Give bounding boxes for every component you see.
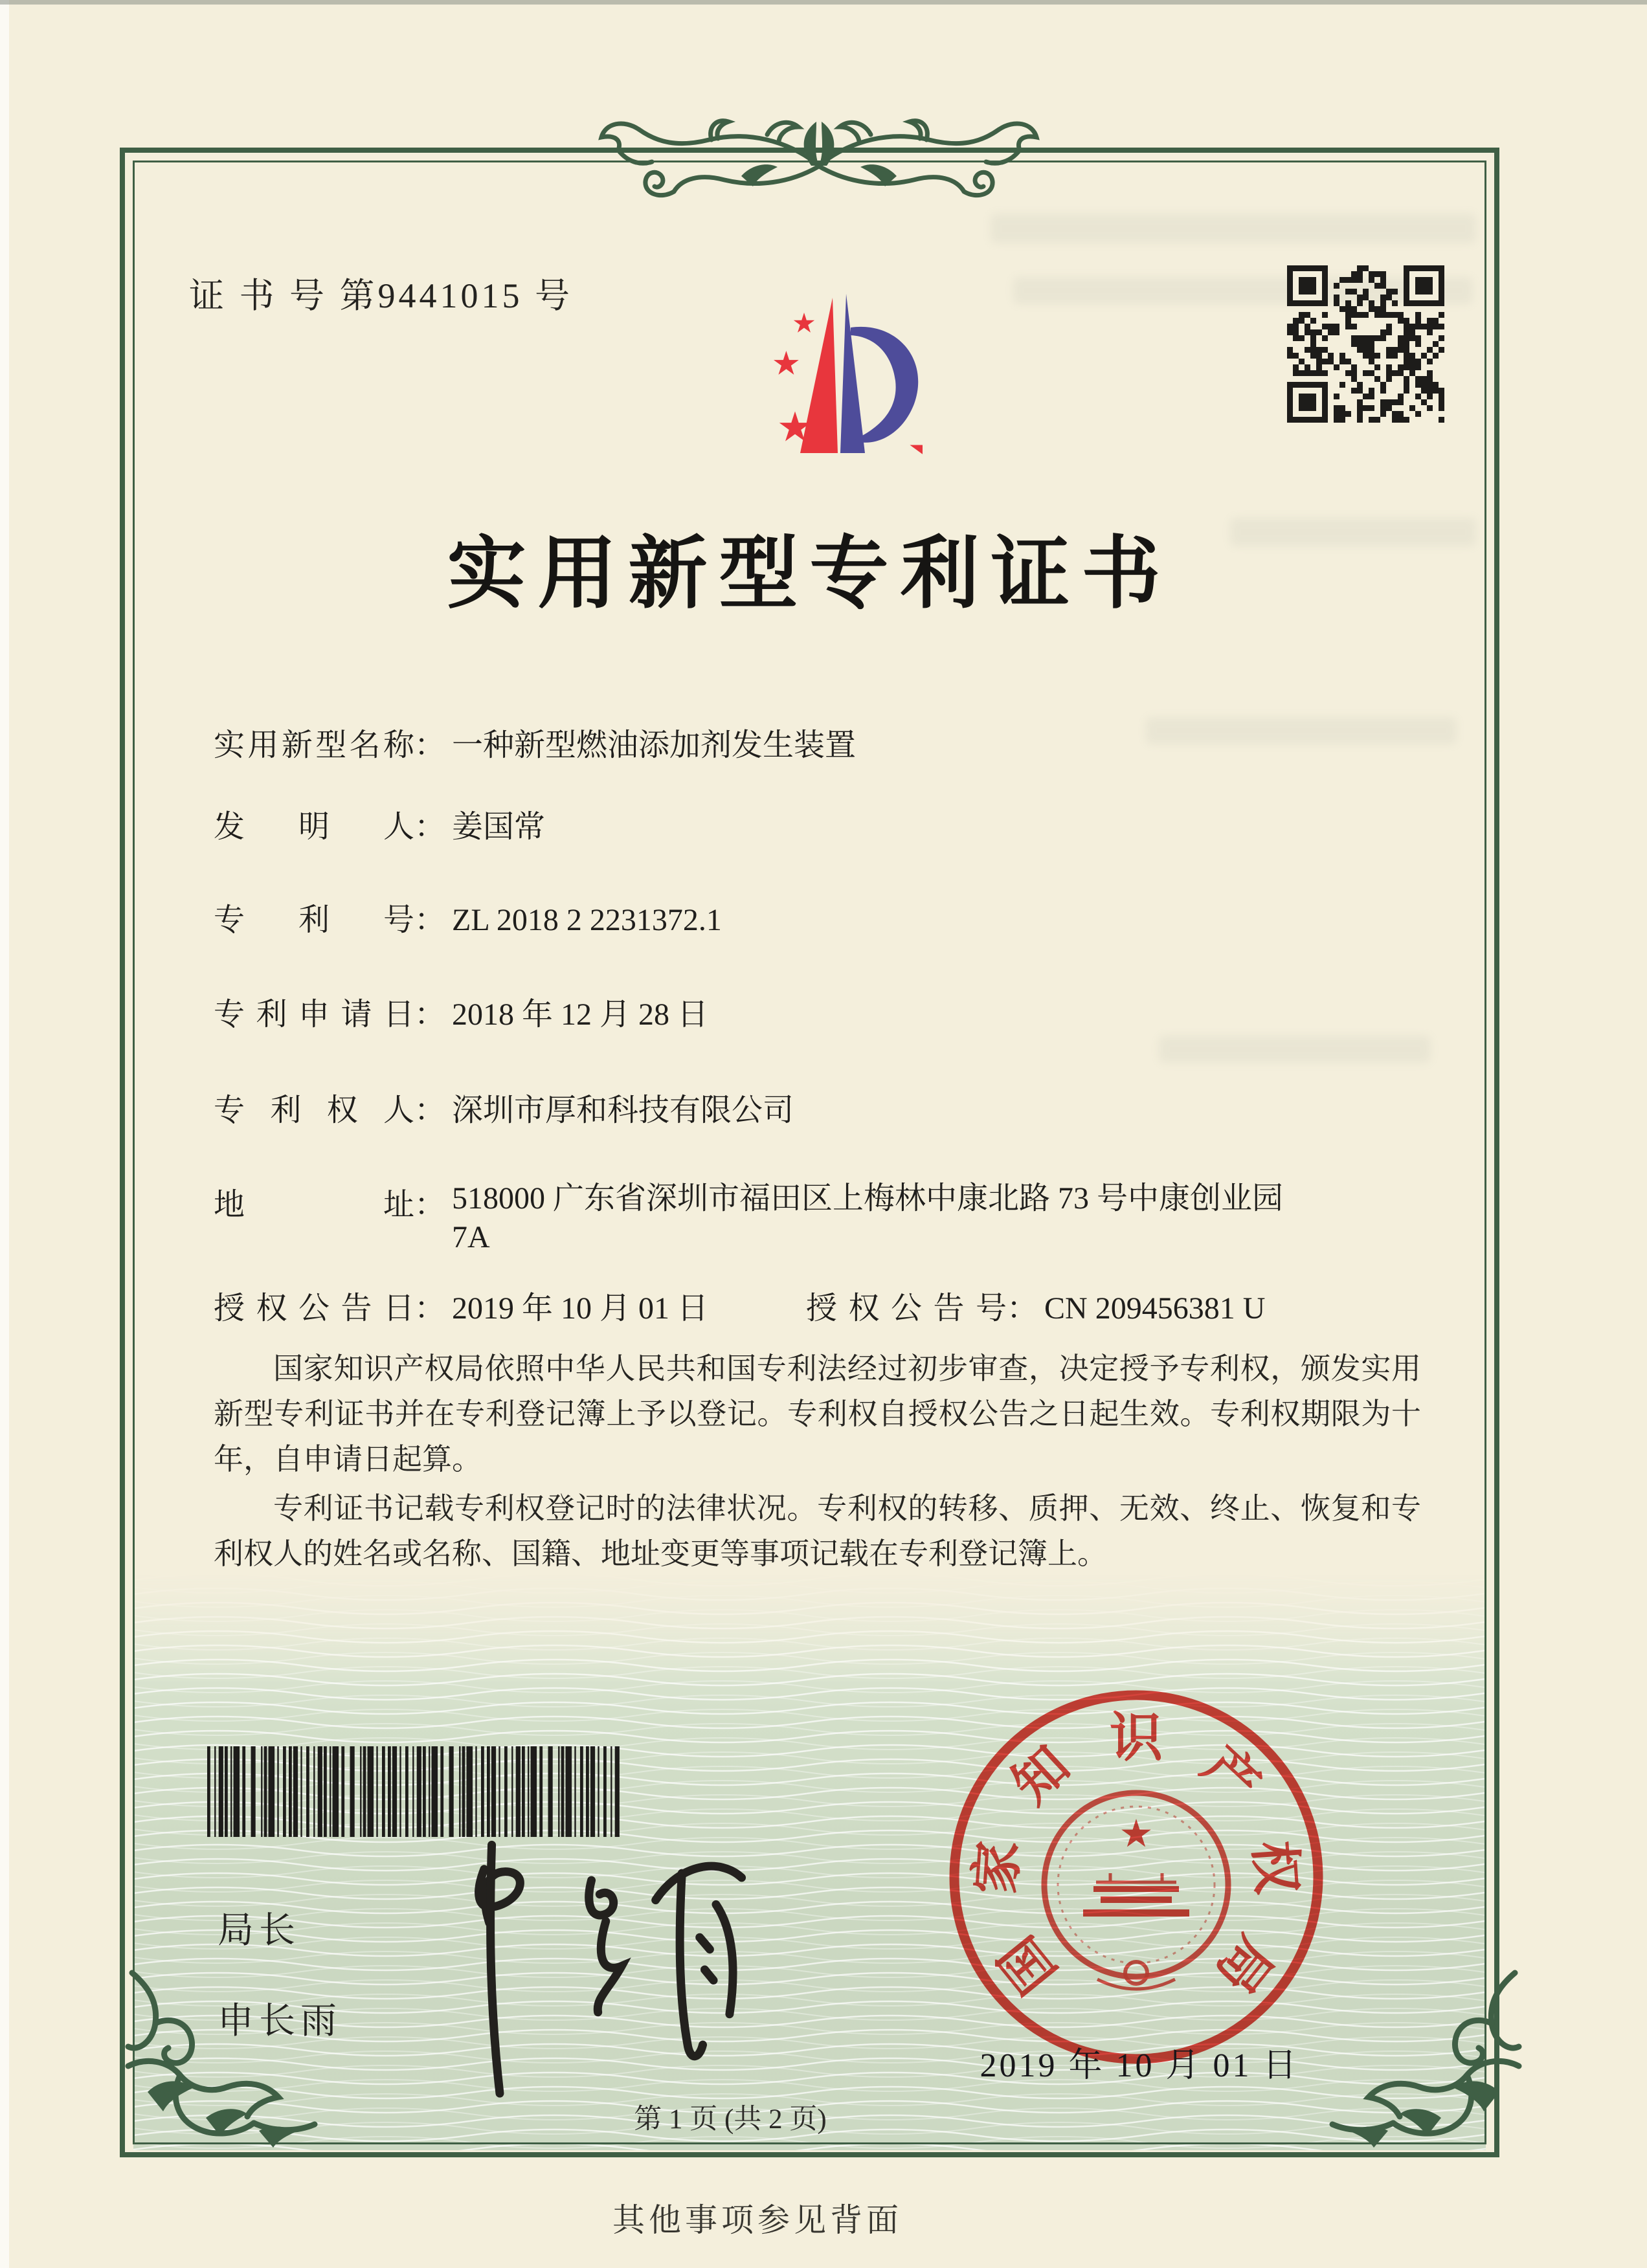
qr-code <box>1287 265 1444 423</box>
signature-icon <box>375 1798 775 2129</box>
seal-character: 家 <box>966 1838 1029 1896</box>
certificate-title: 实用新型专利证书 <box>447 531 1172 618</box>
official-seal-icon <box>942 1683 1330 2071</box>
field-label: 发明人 <box>214 810 414 844</box>
seal-date: 2019 年 10 月 01 日 <box>980 2047 1299 2084</box>
seal-character: 知 <box>1002 1735 1081 1816</box>
legal-paragraph-2: 专利证书记载专利权登记时的法律状况。专利权的转移、质押、无效、终止、恢复和专利权人的姓名或名称、国籍、地址变更等事项记载在专利登记簿上。 <box>214 1492 1421 1570</box>
field-label: 专利号 <box>214 903 414 937</box>
field-value: ZL 2018 2 2231372.1 <box>452 903 722 937</box>
field-value: 518000 广东省深圳市福田区上梅林中康北路 73 号中康创业园 7A <box>452 1181 1284 1254</box>
colon: ： <box>414 728 446 762</box>
field-row-name <box>214 720 856 760</box>
colon: ： <box>414 1093 446 1128</box>
colon: ： <box>414 903 446 937</box>
field-row-patentee <box>214 1085 794 1128</box>
legal-paragraph-1: 国家知识产权局依照中华人民共和国专利法经过初步审查，决定授予专利权，颁发实用新型专利证书并在专利登记簿上予以登记。专利权自授权公告之日起生效。专利权期限为十年，自申请日起算。 <box>214 1352 1421 1476</box>
seal-character: 权 <box>1244 1838 1306 1896</box>
field-row-address <box>214 1179 1326 1254</box>
page-number: 第 1 页 (共 2 页) <box>634 2104 827 2135</box>
field-value: 2018 年 12 月 28 日 <box>452 997 709 1032</box>
director-title: 局长 <box>218 1911 300 1951</box>
field-label: 专利权人 <box>214 1093 414 1128</box>
scan-edge-top <box>0 0 1647 5</box>
certificate-number: 证 书 号 第9441015 号 <box>189 276 573 315</box>
cnipa-logo-icon <box>706 264 923 458</box>
field-row-grant-no <box>806 1283 1266 1326</box>
colon: ： <box>414 997 446 1032</box>
field-row-inventor <box>214 801 546 844</box>
field-label: 授权公告号 <box>806 1291 1007 1326</box>
field-value: 深圳市厚和科技有限公司 <box>452 1093 794 1128</box>
seal-character: 局 <box>1204 1925 1284 2004</box>
colon: ： <box>414 1291 446 1326</box>
seal-character: 识 <box>1109 1708 1163 1768</box>
field-value: 姜国常 <box>452 810 546 844</box>
scan-edge-left <box>0 0 9 2268</box>
field-row-patent-no <box>214 895 722 935</box>
field-label: 授权公告日 <box>214 1291 414 1326</box>
seal-character: 产 <box>1191 1735 1271 1816</box>
field-label: 地址 <box>214 1188 414 1222</box>
back-note: 其他事项参见背面 <box>612 2202 902 2238</box>
field-value: 一种新型燃油添加剂发生装置 <box>452 728 857 762</box>
colon: ： <box>414 810 446 844</box>
director-name: 申长雨 <box>218 2001 342 2041</box>
seal-character: 国 <box>988 1925 1068 2004</box>
field-row-filing-date <box>214 989 709 1032</box>
field-label: 专利申请日 <box>214 997 414 1032</box>
field-row-grant-date <box>214 1283 709 1326</box>
colon: ： <box>1007 1291 1038 1326</box>
field-value: CN 209456381 U <box>1044 1291 1266 1326</box>
field-label: 实用新型名称 <box>214 728 414 762</box>
colon: ： <box>414 1188 446 1222</box>
field-value: 2019 年 10 月 01 日 <box>452 1291 709 1326</box>
